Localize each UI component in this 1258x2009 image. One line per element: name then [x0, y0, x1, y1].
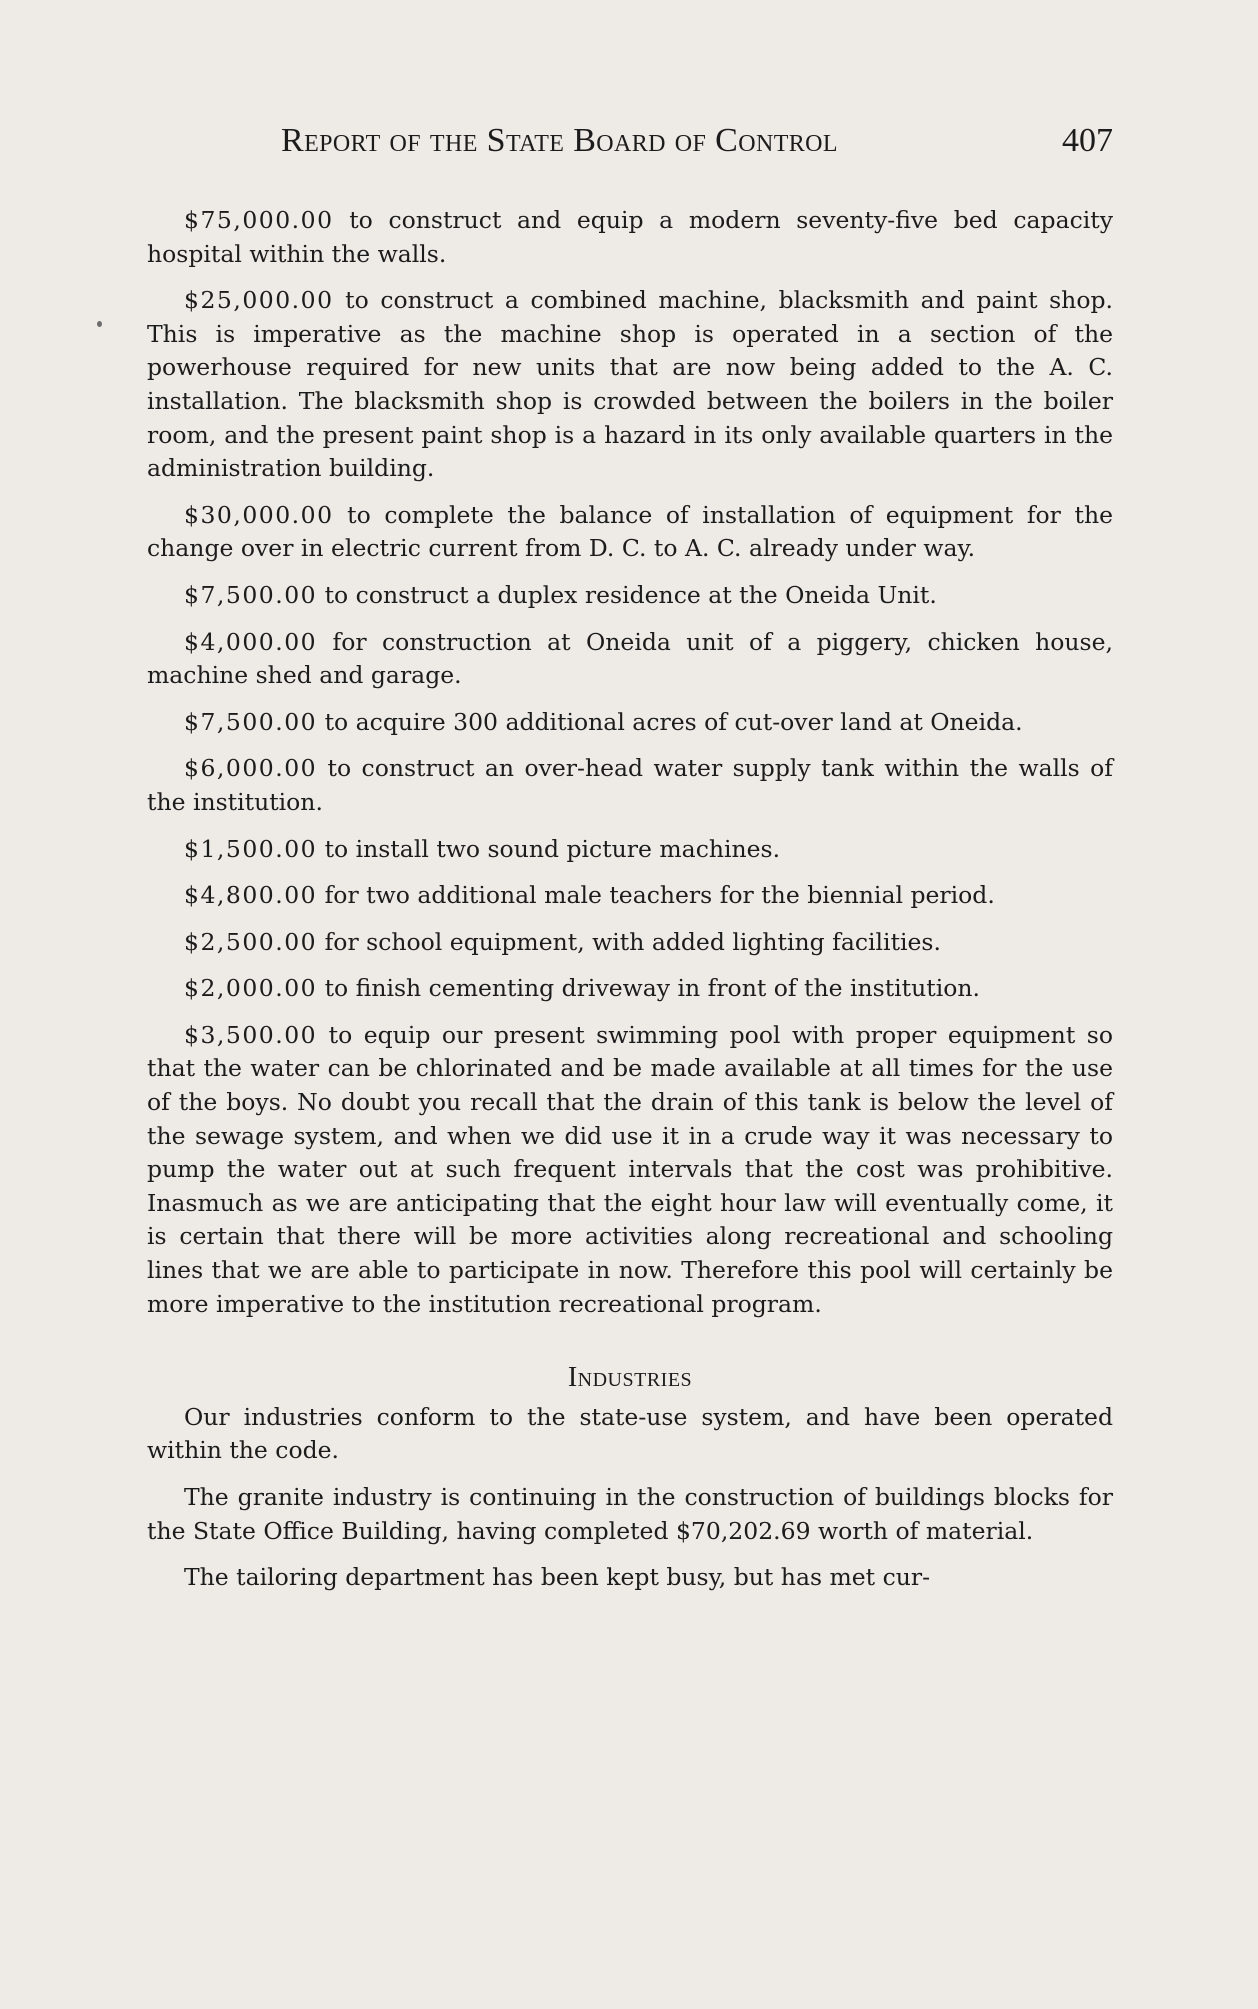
amount: $3,500.00	[184, 1020, 318, 1049]
appropriation-item	[147, 579, 1113, 613]
appropriation-item	[147, 833, 1113, 867]
appropriation-item	[147, 284, 1113, 486]
item-text: to construct an over-head water supply tank within the walls of the institution.	[147, 754, 1113, 816]
amount: $2,500.00	[184, 927, 318, 956]
amount: $25,000.00	[184, 286, 334, 315]
item-text: to acquire 300 additional acres of cut-over land at Oneida.	[324, 707, 1023, 736]
amount: $30,000.00	[184, 500, 334, 529]
industries-paragraph: Our industries conform to the state-use system, and have been operated within the code.	[147, 1402, 1113, 1465]
report-title: Report of the State Board of Control	[281, 122, 838, 159]
item-text: to equip our present swimming pool with proper equipment so that the water can be chlorinated and be made available at all times for the use of the boys. No doubt you recall that the drain of this tank is below the level of the sewage system, and when we did use it in a crude way it was necessary to pump the water out at such frequent intervals that the cost was prohibitive. Inasmuch as we are anticipating that the eight hour law will eventually come, it is certain that there will be more activities along recreational and schooling lines that we are able to participate in now. Therefore this pool will certainly be more imperative to the institution recreational program.	[147, 1020, 1113, 1318]
item-text: to complete the balance of installation of equipment for the change over in electric current from D. C. to A. C. already under way.	[147, 500, 1113, 563]
item-text: to finish cementing driveway in front of the institution.	[324, 974, 980, 1003]
amount: $2,000.00	[184, 974, 318, 1003]
appropriation-item	[147, 752, 1113, 819]
item-text: for two additional male teachers for the biennial period.	[324, 881, 995, 910]
page-number: 407	[1062, 122, 1113, 159]
document-page	[147, 0, 1113, 2009]
section-heading-industries: Industries	[567, 1362, 693, 1394]
amount: $1,500.00	[184, 834, 318, 863]
appropriation-item	[147, 879, 1113, 913]
amount: $7,500.00	[184, 707, 318, 736]
industries-paragraph: The granite industry is continuing in the construction of buildings blocks for the State Office Building, having completed $70,202.69 worth of material.	[147, 1483, 1113, 1545]
item-text: to construct a duplex residence at the Oneida Unit.	[324, 580, 937, 609]
item-text: to install two sound picture machines.	[324, 834, 781, 863]
amount: $75,000.00	[184, 206, 334, 234]
appropriation-item	[147, 499, 1113, 566]
amount: $7,500.00	[184, 580, 318, 609]
appropriation-item	[147, 972, 1113, 1006]
appropriation-item	[147, 706, 1113, 740]
paper-speck	[97, 321, 102, 327]
body-text	[147, 204, 1113, 1608]
amount: $6,000.00	[184, 754, 318, 783]
amount: $4,000.00	[184, 627, 318, 656]
item-text: to construct and equip a modern seventy-five bed capacity hospital within the walls.	[147, 206, 1113, 268]
industries-paragraph: The tailoring department has been kept busy, but has met cur-	[184, 1563, 931, 1592]
appropriation-item	[147, 204, 1113, 271]
appropriation-item	[147, 926, 1113, 960]
appropriation-item	[147, 626, 1113, 693]
amount: $4,800.00	[184, 881, 318, 910]
item-text: for construction at Oneida unit of a piggery, chicken house, machine shed and garage.	[147, 627, 1113, 690]
appropriation-item	[147, 1019, 1113, 1321]
running-header	[147, 122, 1113, 172]
item-text: to construct a combined machine, blacksmith and paint shop. This is imperative as the machine shop is operated in a section of the powerhouse required for new units that are now being added to the A. C. installation. The blacksmith shop is crowded between the boilers in the boiler room, and the present paint shop is a hazard in its only available quarters in the administration building.	[147, 286, 1113, 483]
item-text: for school equipment, with added lighting facilities.	[324, 927, 941, 956]
